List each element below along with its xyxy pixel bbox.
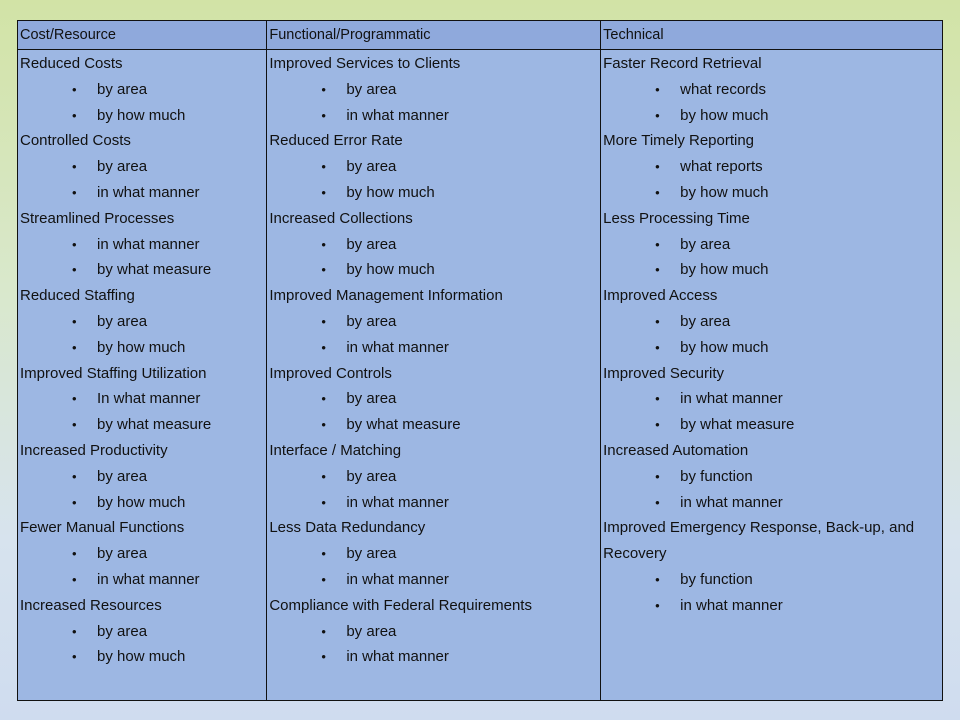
measure-text: in what manner — [346, 493, 449, 511]
measure-item — [20, 335, 266, 361]
measure-text: by how much — [346, 183, 435, 201]
measure-item — [269, 619, 600, 645]
measure-text: by how much — [680, 338, 769, 356]
measure-text: by area — [97, 545, 148, 563]
bullet-icon: • — [72, 494, 77, 510]
measure-item — [603, 309, 942, 335]
measure-list — [20, 619, 266, 671]
measure-text: by area — [346, 545, 397, 563]
bullet-icon: • — [321, 623, 326, 639]
bullet-icon: • — [72, 623, 77, 639]
bullet-icon: • — [72, 468, 77, 484]
measure-text: in what manner — [346, 648, 449, 666]
bullet-icon: • — [72, 107, 77, 123]
measure-item — [20, 232, 266, 258]
benefit-group — [269, 128, 600, 205]
bullet-icon: • — [72, 159, 77, 175]
benefit-group — [603, 206, 942, 283]
measure-item — [20, 619, 266, 645]
measure-list — [603, 77, 942, 129]
header-cost-resource: Cost/Resource — [18, 21, 267, 50]
measure-text: by how much — [680, 261, 769, 279]
benefit-group — [269, 206, 600, 283]
measure-item — [603, 77, 942, 103]
measure-item — [20, 567, 266, 593]
benefit-group — [20, 283, 266, 360]
measure-text: by area — [346, 312, 397, 330]
measure-text: by how much — [97, 648, 186, 666]
measure-text: in what manner — [97, 183, 200, 201]
bullet-icon: • — [321, 339, 326, 355]
bullet-icon: • — [655, 262, 660, 278]
measure-text: by function — [680, 570, 753, 588]
benefit-category: Compliance with Federal Requirements — [269, 596, 532, 614]
bullet-icon: • — [655, 417, 660, 433]
bullet-icon: • — [321, 649, 326, 665]
measure-item — [20, 77, 266, 103]
measure-list — [20, 464, 266, 516]
measure-text: in what manner — [680, 390, 783, 408]
measure-text: by area — [346, 622, 397, 640]
bullet-icon: • — [72, 649, 77, 665]
measure-item — [269, 464, 600, 490]
measure-item — [269, 386, 600, 412]
bullet-icon: • — [321, 546, 326, 562]
bullet-icon: • — [655, 236, 660, 252]
measure-text: in what manner — [97, 235, 200, 253]
measure-item — [603, 490, 942, 516]
measure-text: what reports — [680, 158, 763, 176]
measure-item — [603, 412, 942, 438]
header-technical: Technical — [601, 21, 943, 50]
measure-list — [269, 619, 600, 671]
benefit-group — [20, 206, 266, 283]
bullet-icon: • — [321, 184, 326, 200]
bullet-icon: • — [72, 81, 77, 97]
benefit-category: More Timely Reporting — [603, 132, 755, 150]
benefit-group — [20, 593, 266, 670]
technical-cell — [601, 50, 943, 701]
benefit-category: Increased Collections — [269, 209, 413, 227]
benefit-category: Improved Staffing Utilization — [20, 364, 207, 382]
bullet-icon: • — [321, 571, 326, 587]
measure-item — [603, 180, 942, 206]
measure-item — [603, 567, 942, 593]
measure-text: by area — [680, 312, 731, 330]
measure-item — [603, 257, 942, 283]
measure-item — [269, 309, 600, 335]
benefit-group — [269, 515, 600, 592]
benefit-category: Increased Resources — [20, 596, 162, 614]
measure-list — [20, 154, 266, 206]
measure-list — [603, 309, 942, 361]
bullet-icon: • — [321, 262, 326, 278]
measure-text: in what manner — [680, 596, 783, 614]
bullet-icon: • — [655, 81, 660, 97]
measure-text: by what measure — [346, 416, 461, 434]
benefit-category: Faster Record Retrieval — [603, 55, 762, 72]
bullet-icon: • — [321, 159, 326, 175]
measure-item — [603, 335, 942, 361]
measure-list — [269, 386, 600, 438]
bullet-icon: • — [655, 159, 660, 175]
measure-list — [269, 77, 600, 129]
measure-item — [269, 335, 600, 361]
benefit-group — [269, 283, 600, 360]
bullet-icon: • — [321, 417, 326, 433]
measure-list — [269, 541, 600, 593]
measure-text: in what manner — [97, 570, 200, 588]
measure-list — [269, 154, 600, 206]
measure-item — [603, 154, 942, 180]
bullet-icon: • — [321, 391, 326, 407]
bullet-icon: • — [655, 571, 660, 587]
measure-item — [603, 593, 942, 619]
cost-resource-cell — [18, 50, 267, 701]
benefit-group — [20, 361, 266, 438]
bullet-icon: • — [655, 391, 660, 407]
benefit-category: Improved Management Information — [269, 287, 503, 305]
measure-text: by how much — [680, 106, 769, 124]
measure-list — [603, 464, 942, 516]
benefit-group — [603, 283, 942, 360]
measure-item — [20, 644, 266, 670]
bullet-icon: • — [72, 391, 77, 407]
measure-text: by area — [97, 622, 148, 640]
benefit-group — [269, 361, 600, 438]
bullet-icon: • — [321, 494, 326, 510]
measure-text: by area — [346, 158, 397, 176]
measure-item — [20, 386, 266, 412]
measure-list — [603, 154, 942, 206]
bullet-icon: • — [72, 339, 77, 355]
measure-list — [603, 386, 942, 438]
measure-item — [20, 541, 266, 567]
measure-text: by how much — [346, 261, 435, 279]
measure-text: by area — [346, 80, 397, 98]
benefit-category: Reduced Costs — [20, 55, 123, 72]
measure-text: by how much — [97, 338, 186, 356]
body-row — [18, 50, 943, 701]
benefit-group — [20, 51, 266, 128]
measure-text: In what manner — [97, 390, 201, 408]
benefit-category: Improved Security — [603, 364, 725, 382]
bullet-icon: • — [72, 546, 77, 562]
measure-list — [20, 232, 266, 284]
benefit-group — [603, 128, 942, 205]
bullet-icon: • — [321, 81, 326, 97]
measure-item — [20, 490, 266, 516]
bullet-icon: • — [655, 313, 660, 329]
measure-text: in what manner — [680, 493, 783, 511]
bullet-icon: • — [72, 184, 77, 200]
measure-text: by how much — [97, 493, 186, 511]
benefit-category: Less Processing Time — [603, 209, 750, 227]
bullet-icon: • — [655, 339, 660, 355]
measure-list — [269, 232, 600, 284]
bullet-icon: • — [72, 262, 77, 278]
bullet-icon: • — [72, 571, 77, 587]
measure-item — [269, 644, 600, 670]
benefit-group — [269, 51, 600, 128]
measure-item — [269, 257, 600, 283]
measure-item — [269, 541, 600, 567]
benefits-table — [17, 20, 943, 701]
measure-text: by what measure — [97, 261, 212, 279]
measure-list — [20, 309, 266, 361]
benefit-category: Controlled Costs — [20, 132, 131, 150]
measure-text: what records — [680, 80, 767, 98]
bullet-icon: • — [655, 597, 660, 613]
measure-item — [269, 77, 600, 103]
measure-list — [20, 386, 266, 438]
bullet-icon: • — [72, 236, 77, 252]
bullet-icon: • — [655, 107, 660, 123]
bullet-icon: • — [321, 313, 326, 329]
benefit-category: Improved Access — [603, 287, 718, 305]
measure-item — [20, 180, 266, 206]
measure-item — [269, 103, 600, 129]
measure-list — [269, 309, 600, 361]
benefit-category: Reduced Error Rate — [269, 132, 403, 150]
measure-text: by area — [97, 158, 148, 176]
measure-text: in what manner — [346, 570, 449, 588]
benefit-category: Streamlined Processes — [20, 209, 175, 227]
measure-text: by area — [97, 467, 148, 485]
measure-text: by area — [346, 390, 397, 408]
benefit-group — [269, 438, 600, 515]
measure-text: by how much — [680, 183, 769, 201]
measure-item — [603, 103, 942, 129]
benefit-category: Reduced Staffing — [20, 287, 135, 305]
measure-item — [20, 412, 266, 438]
benefit-group — [603, 51, 942, 128]
measure-list — [269, 464, 600, 516]
measure-text: by what measure — [680, 416, 795, 434]
measure-list — [20, 541, 266, 593]
bullet-icon: • — [655, 184, 660, 200]
benefit-group — [603, 515, 942, 618]
measure-item — [20, 464, 266, 490]
benefit-category: Improved Controls — [269, 364, 392, 382]
measure-item — [269, 567, 600, 593]
benefit-category: Interface / Matching — [269, 441, 402, 459]
bullet-icon: • — [321, 468, 326, 484]
benefit-category: Less Data Redundancy — [269, 519, 426, 537]
header-row — [18, 21, 943, 50]
bullet-icon: • — [321, 236, 326, 252]
measure-item — [20, 257, 266, 283]
benefit-category: Increased Productivity — [20, 441, 168, 459]
measure-text: by function — [680, 467, 753, 485]
bullet-icon: • — [655, 468, 660, 484]
measure-item — [603, 386, 942, 412]
measure-list — [603, 232, 942, 284]
measure-item — [269, 180, 600, 206]
measure-text: by how much — [97, 106, 186, 124]
measure-item — [269, 490, 600, 516]
bullet-icon: • — [72, 313, 77, 329]
benefit-group — [20, 128, 266, 205]
benefit-category: Improved Emergency Response, Back-up, and Recovery — [603, 519, 915, 563]
measure-item — [603, 232, 942, 258]
measure-text: by area — [346, 467, 397, 485]
measure-text: by area — [680, 235, 731, 253]
benefit-category: Improved Services to Clients — [269, 55, 461, 72]
measure-text: by area — [97, 80, 148, 98]
measure-text: in what manner — [346, 106, 449, 124]
measure-text: by area — [97, 312, 148, 330]
measure-item — [20, 309, 266, 335]
measure-item — [603, 464, 942, 490]
bullet-icon: • — [655, 494, 660, 510]
benefit-group — [603, 438, 942, 515]
functional-programmatic-cell — [267, 50, 601, 701]
header-functional-programmatic: Functional/Programmatic — [267, 21, 601, 50]
measure-text: by what measure — [97, 416, 212, 434]
benefit-category: Fewer Manual Functions — [20, 519, 185, 537]
measure-list — [603, 567, 942, 619]
measure-item — [269, 232, 600, 258]
benefit-group — [269, 593, 600, 670]
measure-item — [269, 154, 600, 180]
measure-item — [20, 103, 266, 129]
bullet-icon: • — [72, 417, 77, 433]
measure-list — [20, 77, 266, 129]
benefit-category: Increased Automation — [603, 441, 749, 459]
bullet-icon: • — [321, 107, 326, 123]
benefit-group — [603, 361, 942, 438]
benefit-group — [20, 515, 266, 592]
measure-text: in what manner — [346, 338, 449, 356]
benefit-group — [20, 438, 266, 515]
measure-text: by area — [346, 235, 397, 253]
measure-item — [269, 412, 600, 438]
measure-item — [20, 154, 266, 180]
